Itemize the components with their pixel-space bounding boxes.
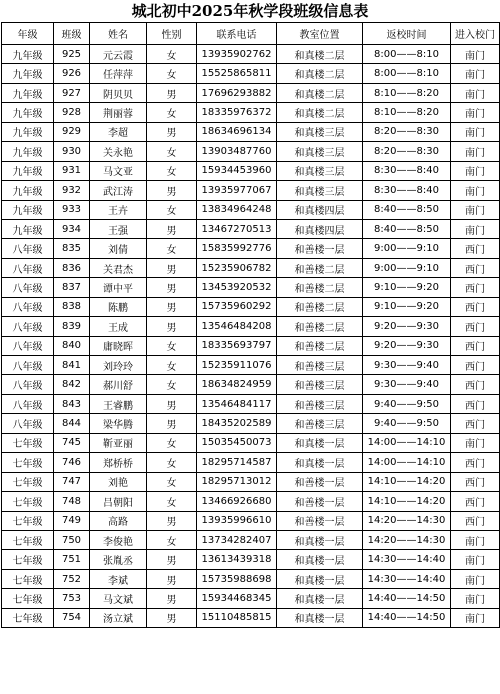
gender-cell: 男: [147, 608, 197, 627]
grade-cell: 七年级: [2, 492, 54, 511]
gate-cell: 西门: [451, 414, 500, 433]
grade-cell: 九年级: [2, 45, 54, 64]
return-time-cell: 8:10——8:20: [363, 83, 451, 102]
class-cell: 838: [54, 297, 90, 316]
name-cell: 刘玲玲: [90, 356, 147, 375]
table-row: [2, 394, 500, 413]
gender-cell: 男: [147, 589, 197, 608]
gate-cell: 西门: [451, 356, 500, 375]
classroom-cell: 和真楼四层: [277, 219, 363, 238]
return-time-cell: 8:20——8:30: [363, 142, 451, 161]
gender-cell: 女: [147, 45, 197, 64]
class-cell: 843: [54, 394, 90, 413]
gate-cell: 南门: [451, 64, 500, 83]
phone-cell: 13467270513: [197, 219, 277, 238]
grade-cell: 七年级: [2, 608, 54, 627]
class-cell: 753: [54, 589, 90, 608]
sheet-title: 城北初中2025年秋学段班级信息表: [131, 2, 369, 20]
gender-cell: 女: [147, 356, 197, 375]
return-time-cell: 8:30——8:40: [363, 181, 451, 200]
grade-cell: 八年级: [2, 297, 54, 316]
gate-cell: 南门: [451, 45, 500, 64]
gender-cell: 女: [147, 433, 197, 452]
return-time-cell: 9:40——9:50: [363, 414, 451, 433]
name-cell: 谭中平: [90, 278, 147, 297]
return-time-cell: 14:40——14:50: [363, 589, 451, 608]
gender-cell: 男: [147, 511, 197, 530]
classroom-cell: 和真楼一层: [277, 433, 363, 452]
return-time-cell: 8:00——8:10: [363, 64, 451, 83]
phone-cell: 15934468345: [197, 589, 277, 608]
class-cell: 836: [54, 258, 90, 277]
class-cell: 928: [54, 103, 90, 122]
gate-cell: 南门: [451, 122, 500, 141]
classroom-cell: 和真楼一层: [277, 569, 363, 588]
classroom-cell: 和真楼二层: [277, 83, 363, 102]
phone-cell: 13613439318: [197, 550, 277, 569]
grade-cell: 九年级: [2, 122, 54, 141]
class-cell: 934: [54, 219, 90, 238]
name-cell: 王睿鹏: [90, 394, 147, 413]
gate-cell: 西门: [451, 336, 500, 355]
gate-cell: 南门: [451, 181, 500, 200]
class-cell: 931: [54, 161, 90, 180]
return-time-cell: 14:00——14:10: [363, 453, 451, 472]
class-cell: 751: [54, 550, 90, 569]
return-time-cell: 14:20——14:30: [363, 530, 451, 549]
return-time-cell: 14:30——14:40: [363, 550, 451, 569]
table-row: [2, 569, 500, 588]
classroom-cell: 和真楼三层: [277, 122, 363, 141]
name-cell: 王卉: [90, 200, 147, 219]
class-cell: 933: [54, 200, 90, 219]
name-cell: 武江涛: [90, 181, 147, 200]
return-time-cell: 8:00——8:10: [363, 45, 451, 64]
return-time-cell: 8:10——8:20: [363, 103, 451, 122]
header-class: 班级: [54, 23, 90, 45]
return-time-cell: 9:30——9:40: [363, 356, 451, 375]
gender-cell: 男: [147, 317, 197, 336]
gender-cell: 男: [147, 278, 197, 297]
grade-cell: 七年级: [2, 589, 54, 608]
table-row: [2, 181, 500, 200]
phone-cell: 15934453960: [197, 161, 277, 180]
classroom-cell: 和真楼四层: [277, 200, 363, 219]
return-time-cell: 8:40——8:50: [363, 200, 451, 219]
phone-cell: 13935902762: [197, 45, 277, 64]
classroom-cell: 和善楼二层: [277, 258, 363, 277]
phone-cell: 15735960292: [197, 297, 277, 316]
gender-cell: 男: [147, 550, 197, 569]
phone-cell: 18634824959: [197, 375, 277, 394]
phone-cell: 15525865811: [197, 64, 277, 83]
grade-cell: 八年级: [2, 394, 54, 413]
gate-cell: 西门: [451, 472, 500, 491]
classroom-cell: 和善楼三层: [277, 414, 363, 433]
gender-cell: 男: [147, 181, 197, 200]
grade-cell: 九年级: [2, 219, 54, 238]
phone-cell: 13903487760: [197, 142, 277, 161]
phone-cell: 18335693797: [197, 336, 277, 355]
grade-cell: 七年级: [2, 569, 54, 588]
name-cell: 马文斌: [90, 589, 147, 608]
phone-cell: 13734282407: [197, 530, 277, 549]
gender-cell: 女: [147, 161, 197, 180]
gender-cell: 男: [147, 297, 197, 316]
gender-cell: 女: [147, 200, 197, 219]
classroom-cell: 和真楼二层: [277, 64, 363, 83]
table-row: [2, 511, 500, 530]
grade-cell: 八年级: [2, 356, 54, 375]
class-cell: 844: [54, 414, 90, 433]
name-cell: 高路: [90, 511, 147, 530]
grade-cell: 九年级: [2, 64, 54, 83]
classroom-cell: 和善楼二层: [277, 336, 363, 355]
table-row: [2, 103, 500, 122]
name-cell: 任萍萍: [90, 64, 147, 83]
phone-cell: 18634696134: [197, 122, 277, 141]
table-row: [2, 278, 500, 297]
classroom-cell: 和善楼一层: [277, 492, 363, 511]
name-cell: 庸晓晖: [90, 336, 147, 355]
name-cell: 靳亚丽: [90, 433, 147, 452]
grade-cell: 九年级: [2, 181, 54, 200]
phone-cell: 13466926680: [197, 492, 277, 511]
phone-cell: 15235911076: [197, 356, 277, 375]
table-header-row: [2, 23, 500, 45]
grade-cell: 八年级: [2, 258, 54, 277]
header-classroom: 教室位置: [277, 23, 363, 45]
table-row: [2, 64, 500, 83]
class-cell: 749: [54, 511, 90, 530]
class-cell: 750: [54, 530, 90, 549]
return-time-cell: 9:30——9:40: [363, 375, 451, 394]
gender-cell: 女: [147, 142, 197, 161]
header-gender: 性别: [147, 23, 197, 45]
class-cell: 925: [54, 45, 90, 64]
table-row: [2, 142, 500, 161]
grade-cell: 七年级: [2, 472, 54, 491]
gender-cell: 男: [147, 122, 197, 141]
classroom-cell: 和善楼三层: [277, 356, 363, 375]
gate-cell: 西门: [451, 394, 500, 413]
classroom-cell: 和善楼一层: [277, 239, 363, 258]
table-row: [2, 317, 500, 336]
gender-cell: 女: [147, 375, 197, 394]
class-cell: 747: [54, 472, 90, 491]
name-cell: 关永艳: [90, 142, 147, 161]
phone-cell: 17696293882: [197, 83, 277, 102]
gender-cell: 女: [147, 472, 197, 491]
return-time-cell: 8:20——8:30: [363, 122, 451, 141]
classroom-cell: 和善楼二层: [277, 317, 363, 336]
header-return-time: 返校时间: [363, 23, 451, 45]
gate-cell: 西门: [451, 297, 500, 316]
grade-cell: 七年级: [2, 453, 54, 472]
table-row: [2, 122, 500, 141]
return-time-cell: 9:20——9:30: [363, 336, 451, 355]
name-cell: 郝川舒: [90, 375, 147, 394]
gender-cell: 女: [147, 103, 197, 122]
name-cell: 阴贝贝: [90, 83, 147, 102]
return-time-cell: 14:30——14:40: [363, 569, 451, 588]
phone-cell: 13935977067: [197, 181, 277, 200]
table-row: [2, 83, 500, 102]
return-time-cell: 8:30——8:40: [363, 161, 451, 180]
class-cell: 929: [54, 122, 90, 141]
class-cell: 837: [54, 278, 90, 297]
phone-cell: 18295714587: [197, 453, 277, 472]
grade-cell: 九年级: [2, 103, 54, 122]
table-row: [2, 492, 500, 511]
gate-cell: 南门: [451, 608, 500, 627]
class-cell: 840: [54, 336, 90, 355]
gate-cell: 南门: [451, 569, 500, 588]
return-time-cell: 9:10——9:20: [363, 297, 451, 316]
table-row: [2, 200, 500, 219]
table-row: [2, 375, 500, 394]
table-row: [2, 589, 500, 608]
gate-cell: 西门: [451, 511, 500, 530]
class-cell: 932: [54, 181, 90, 200]
name-cell: 吕朝阳: [90, 492, 147, 511]
gender-cell: 男: [147, 394, 197, 413]
phone-cell: 15735988698: [197, 569, 277, 588]
gender-cell: 女: [147, 453, 197, 472]
return-time-cell: 14:20——14:30: [363, 511, 451, 530]
classroom-cell: 和真楼三层: [277, 181, 363, 200]
class-info-table: [1, 22, 500, 628]
name-cell: 关君杰: [90, 258, 147, 277]
table-row: [2, 414, 500, 433]
name-cell: 李超: [90, 122, 147, 141]
return-time-cell: 9:00——9:10: [363, 258, 451, 277]
phone-cell: 18295713012: [197, 472, 277, 491]
gate-cell: 南门: [451, 142, 500, 161]
grade-cell: 八年级: [2, 336, 54, 355]
classroom-cell: 和善楼一层: [277, 511, 363, 530]
return-time-cell: 9:40——9:50: [363, 394, 451, 413]
gate-cell: 西门: [451, 453, 500, 472]
return-time-cell: 8:40——8:50: [363, 219, 451, 238]
name-cell: 李俊艳: [90, 530, 147, 549]
table-row: [2, 356, 500, 375]
gate-cell: 南门: [451, 550, 500, 569]
classroom-cell: 和善楼三层: [277, 375, 363, 394]
gender-cell: 男: [147, 219, 197, 238]
return-time-cell: 14:10——14:20: [363, 492, 451, 511]
gate-cell: 南门: [451, 219, 500, 238]
gate-cell: 西门: [451, 278, 500, 297]
grade-cell: 八年级: [2, 414, 54, 433]
class-cell: 841: [54, 356, 90, 375]
table-row: [2, 45, 500, 64]
gate-cell: 西门: [451, 258, 500, 277]
gate-cell: 南门: [451, 103, 500, 122]
gender-cell: 男: [147, 258, 197, 277]
table-row: [2, 239, 500, 258]
return-time-cell: 9:20——9:30: [363, 317, 451, 336]
table-body: [2, 45, 500, 628]
classroom-cell: 和真楼一层: [277, 589, 363, 608]
name-cell: 李斌: [90, 569, 147, 588]
gate-cell: 西门: [451, 492, 500, 511]
return-time-cell: 14:00——14:10: [363, 433, 451, 452]
gender-cell: 女: [147, 239, 197, 258]
gender-cell: 女: [147, 492, 197, 511]
return-time-cell: 9:10——9:20: [363, 278, 451, 297]
gate-cell: 西门: [451, 239, 500, 258]
phone-cell: 18335976372: [197, 103, 277, 122]
phone-cell: 15235906782: [197, 258, 277, 277]
name-cell: 刘艳: [90, 472, 147, 491]
classroom-cell: 和善楼三层: [277, 394, 363, 413]
grade-cell: 九年级: [2, 200, 54, 219]
grade-cell: 九年级: [2, 142, 54, 161]
phone-cell: 13834964248: [197, 200, 277, 219]
table-row: [2, 161, 500, 180]
phone-cell: 15835992776: [197, 239, 277, 258]
name-cell: 马文亚: [90, 161, 147, 180]
gender-cell: 男: [147, 569, 197, 588]
gender-cell: 女: [147, 64, 197, 83]
grade-cell: 八年级: [2, 239, 54, 258]
grade-cell: 七年级: [2, 550, 54, 569]
header-grade: 年级: [2, 23, 54, 45]
grade-cell: 九年级: [2, 161, 54, 180]
gate-cell: 南门: [451, 433, 500, 452]
table-row: [2, 608, 500, 627]
classroom-cell: 和真楼三层: [277, 142, 363, 161]
grade-cell: 九年级: [2, 83, 54, 102]
gate-cell: 西门: [451, 317, 500, 336]
gender-cell: 女: [147, 530, 197, 549]
name-cell: 王强: [90, 219, 147, 238]
phone-cell: 15110485815: [197, 608, 277, 627]
gender-cell: 男: [147, 83, 197, 102]
classroom-cell: 和善楼一层: [277, 472, 363, 491]
classroom-cell: 和真楼三层: [277, 161, 363, 180]
header-phone: 联系电话: [197, 23, 277, 45]
classroom-cell: 和善楼二层: [277, 278, 363, 297]
gender-cell: 男: [147, 414, 197, 433]
header-name: 姓名: [90, 23, 147, 45]
phone-cell: 13935996610: [197, 511, 277, 530]
table-row: [2, 219, 500, 238]
name-cell: 陈鹏: [90, 297, 147, 316]
classroom-cell: 和真楼一层: [277, 453, 363, 472]
name-cell: 张胤丞: [90, 550, 147, 569]
classroom-cell: 和真楼二层: [277, 45, 363, 64]
class-cell: 930: [54, 142, 90, 161]
class-cell: 745: [54, 433, 90, 452]
phone-cell: 13546484117: [197, 394, 277, 413]
gate-cell: 南门: [451, 161, 500, 180]
class-cell: 754: [54, 608, 90, 627]
class-cell: 839: [54, 317, 90, 336]
class-cell: 927: [54, 83, 90, 102]
class-cell: 835: [54, 239, 90, 258]
phone-cell: 13453920532: [197, 278, 277, 297]
classroom-cell: 和善楼二层: [277, 297, 363, 316]
class-cell: 842: [54, 375, 90, 394]
table-row: [2, 433, 500, 452]
class-cell: 748: [54, 492, 90, 511]
grade-cell: 八年级: [2, 375, 54, 394]
phone-cell: 13546484208: [197, 317, 277, 336]
table-row: [2, 297, 500, 316]
name-cell: 王成: [90, 317, 147, 336]
gate-cell: 南门: [451, 200, 500, 219]
header-gate: 进入校门: [451, 23, 500, 45]
classroom-cell: 和真楼二层: [277, 103, 363, 122]
phone-cell: 18435202589: [197, 414, 277, 433]
gate-cell: 南门: [451, 83, 500, 102]
grade-cell: 七年级: [2, 511, 54, 530]
gate-cell: 南门: [451, 530, 500, 549]
class-cell: 752: [54, 569, 90, 588]
table-row: [2, 258, 500, 277]
gate-cell: 南门: [451, 589, 500, 608]
return-time-cell: 14:40——14:50: [363, 608, 451, 627]
name-cell: 汤立斌: [90, 608, 147, 627]
grade-cell: 七年级: [2, 433, 54, 452]
name-cell: 刘倩: [90, 239, 147, 258]
return-time-cell: 9:00——9:10: [363, 239, 451, 258]
table-row: [2, 472, 500, 491]
classroom-cell: 和真楼一层: [277, 608, 363, 627]
return-time-cell: 14:10——14:20: [363, 472, 451, 491]
name-cell: 元云霞: [90, 45, 147, 64]
grade-cell: 八年级: [2, 278, 54, 297]
table-row: [2, 453, 500, 472]
table-row: [2, 530, 500, 549]
table-row: [2, 336, 500, 355]
name-cell: 梁华腾: [90, 414, 147, 433]
grade-cell: 八年级: [2, 317, 54, 336]
class-cell: 746: [54, 453, 90, 472]
gender-cell: 女: [147, 336, 197, 355]
classroom-cell: 和真楼一层: [277, 550, 363, 569]
phone-cell: 15035450073: [197, 433, 277, 452]
classroom-cell: 和真楼一层: [277, 530, 363, 549]
name-cell: 荆丽蓉: [90, 103, 147, 122]
gate-cell: 西门: [451, 375, 500, 394]
name-cell: 郑桥桥: [90, 453, 147, 472]
table-row: [2, 550, 500, 569]
grade-cell: 七年级: [2, 530, 54, 549]
class-cell: 926: [54, 64, 90, 83]
